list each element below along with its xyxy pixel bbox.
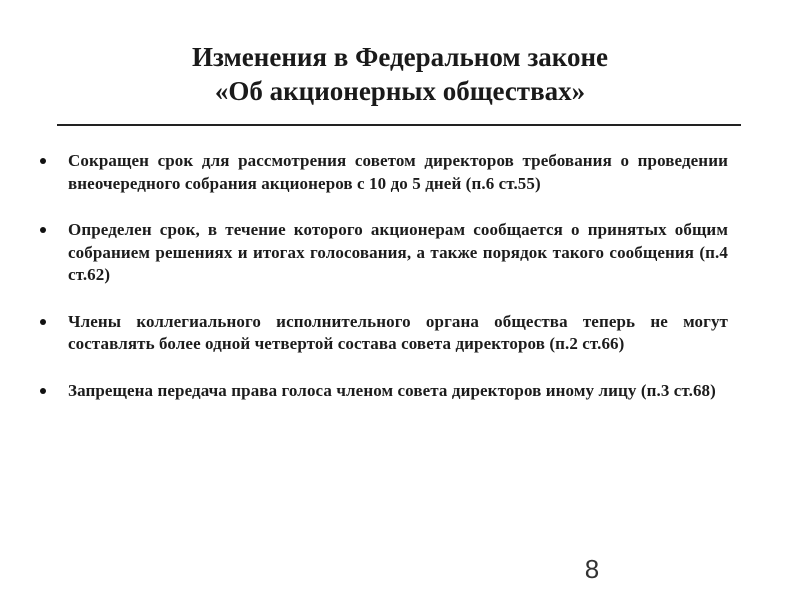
bullet-dot-icon [40,227,46,233]
bullet-list [38,150,728,426]
bullet-text: Члены коллегиального исполнительного органа общества теперь не могут составлять более одной четвертой состава совета директоров (п.2 ст.66) [68,311,728,353]
bullet-text: Запрещена передача права голоса членом совета директоров иному лицу (п.3 ст.68) [68,380,716,400]
bullet-dot-icon [40,388,46,394]
bullet-item [38,219,728,287]
slide-title [60,40,740,108]
bullet-text: Определен срок, в течение которого акционерам сообщается о принятых общим собранием решениях и итогах голосования, а также порядок такого сообщения (п.4 ст.62) [68,220,728,284]
bullet-item [38,150,728,195]
slide-title-line-2: «Об акционерных обществах» [214,76,586,106]
slide-title-line-1: Изменения в Федеральном законе [191,42,609,72]
bullet-text: Сокращен срок для рассмотрения советом директоров требования о проведении внеочередного собрания акционеров с 10 до 5 дней (п.6 ст.55) [68,151,728,193]
bullet-dot-icon [40,319,46,325]
title-divider [57,124,741,126]
page-number: 8 [584,554,600,584]
bullet-item [38,311,728,356]
bullet-item [38,380,728,403]
bullet-dot-icon [40,158,46,164]
